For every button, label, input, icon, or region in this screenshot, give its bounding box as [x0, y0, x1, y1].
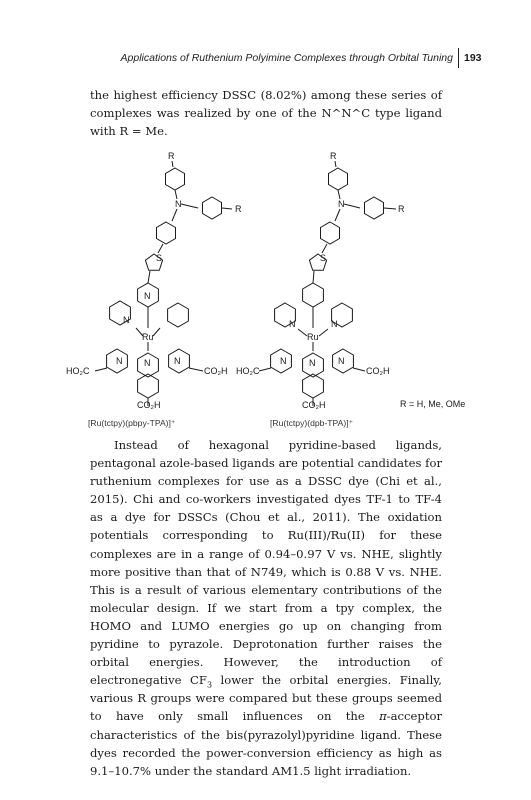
left-acid-right: CO₂H: [204, 366, 228, 376]
running-header: [0, 48, 531, 68]
header-divider: [458, 48, 459, 68]
paragraph2-part3: -acceptor characteristics of the bis(pyrazolyl)pyridine ligand. These dyes recorded the power-conversion efficiency as high as 9.1–10.7% under the standard AM1.5 light irradiation.: [90, 709, 442, 778]
right-n-pyr2: N: [331, 319, 338, 329]
paragraph2-part2: lower the orbital energies. Finally, various R groups were compared but these groups seemed to have only small influences on the: [90, 673, 442, 724]
right-acid-right: CO₂H: [366, 366, 390, 376]
left-n-amine: N: [175, 199, 182, 209]
left-ru: Ru: [142, 332, 154, 342]
left-complex-labels: [66, 151, 242, 428]
cf3-subscript: 3: [206, 680, 213, 690]
left-n-bot3: N: [174, 356, 181, 366]
right-r-top: R: [330, 151, 337, 161]
right-n-pyr1: N: [289, 319, 296, 329]
left-r-top: R: [168, 151, 175, 161]
left-acid-left: HO₂C: [66, 366, 90, 376]
right-acid-left: HO₂C: [236, 366, 260, 376]
left-thiophene-s: S: [156, 253, 163, 263]
running-title: Applications of Ruthenium Polyimine Complexes through Orbital Tuning: [120, 52, 453, 64]
paragraph2-part1: Instead of hexagonal pyridine-based ligands, pentagonal azole-based ligands are potential candidates for ruthenium complexes for use as a DSSC dye (Chi et al., 2015). Chi and co-workers investigated dyes TF-1 to TF-4 as a dye for DSSCs (Chou et al., 2011). The oxidation potentials corresponding to Ru(III)/Ru(II) for these complexes are in a range of 0.94–0.97 V vs. NHE, slightly more positive than that of N749, which is 0.88 V vs. NHE. This is a result of various elementary contributions of the molecular design. If we start from a tpy complex, the HOMO and LUMO energies go up on changing from pyridine to pyrazole. Deprotonation further raises the orbital energies. However, the introduction of electronegative CF: [90, 438, 442, 688]
chemical-structure-figure: [60, 143, 480, 435]
left-n-pyr1: N: [144, 291, 151, 301]
page-number: 193: [464, 52, 482, 64]
right-n-bot1: N: [280, 356, 287, 366]
right-caption: [Ru(tctpy)(dpb-TPA)]⁺: [270, 418, 354, 428]
right-r-right: R: [398, 204, 405, 214]
left-n-bot1: N: [116, 356, 123, 366]
right-n-bot2: N: [309, 358, 316, 368]
right-n-bot3: N: [338, 356, 345, 366]
paragraph-intro: the highest efficiency DSSC (8.02%) among these series of complexes was realized by one of the N^N^C type ligand with R = Me.: [90, 88, 442, 139]
right-ru: Ru: [307, 332, 319, 342]
structure-diagram: [60, 143, 480, 435]
left-r-right: R: [235, 204, 242, 214]
pi-symbol: π: [379, 709, 387, 724]
right-complex-labels: [236, 151, 405, 428]
paragraph-azole-ligands: [90, 436, 442, 780]
right-n-amine: N: [338, 199, 345, 209]
r-substituent-legend: R = H, Me, OMe: [400, 399, 466, 409]
left-n-bot2: N: [144, 358, 151, 368]
right-thiophene-s: S: [320, 253, 327, 263]
left-acid-bottom: CO₂H: [137, 400, 161, 410]
left-n-pyr2: N: [123, 315, 130, 325]
left-caption: [Ru(tctpy)(pbpy-TPA)]⁺: [88, 418, 176, 428]
right-acid-bottom: CO₂H: [302, 400, 326, 410]
